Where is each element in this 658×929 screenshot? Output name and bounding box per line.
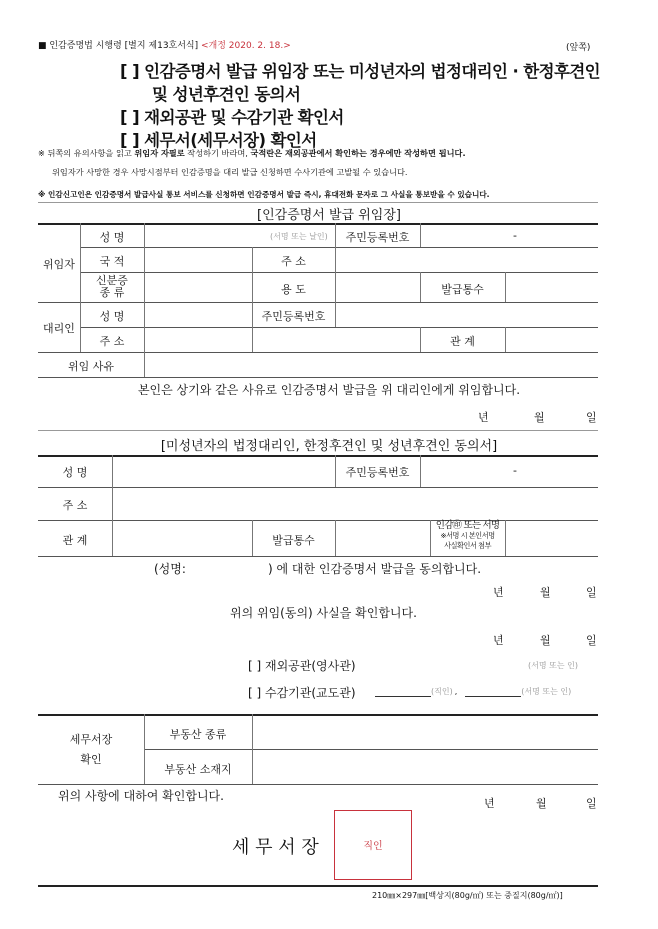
note-2: 위임자가 사망한 경우 사망시점부터 인감증명을 대리 발급 신청하면 수사기관에 고발될 수 있습니다. <box>52 167 408 177</box>
embassy-checkbox[interactable]: [ ] 재외공관(영사관) <box>248 659 356 673</box>
copies-label: 발급통수 <box>441 283 484 296</box>
prison-comma: , <box>454 687 458 696</box>
note-1-part-b: 위임자 자필로 <box>134 148 185 158</box>
s3-year: 년 <box>493 634 504 647</box>
form-ref: ■ 인감증명법 시행령 [별지 제13호서식] <box>38 41 199 51</box>
prison-title-blank <box>375 686 431 697</box>
reason-label: 위임 사유 <box>67 360 114 373</box>
s3-day: 일 <box>586 634 597 647</box>
nationality-label: 국 적 <box>99 255 125 268</box>
id-type-line-1: 신분증 <box>96 274 128 287</box>
address-label: 주 소 <box>281 255 306 268</box>
seal-or-sign-cell <box>430 521 505 551</box>
s2-month: 월 <box>540 586 551 599</box>
section1-title: [인감증명서 발급 위임장] <box>257 208 401 223</box>
prison-checkbox[interactable]: [ ] 수감기관(교도관) <box>248 686 356 700</box>
id-type-line-2: 종 류 <box>99 286 125 299</box>
s4-day: 일 <box>586 797 597 810</box>
s2-address-label: 주 소 <box>62 499 88 512</box>
prison-title-field <box>375 686 571 697</box>
seal-or-sign-label: 인감㊞ 또는 서명 <box>435 520 500 531</box>
agent-rrn-label: 주민등록번호 <box>261 310 326 323</box>
delegation-statement: 본인은 상기와 같은 사유로 인감증명서 발급을 위 대리인에게 위임합니다. <box>137 383 521 397</box>
note-1-part-a: ※ 뒤쪽의 유의사항을 읽고 <box>38 148 135 158</box>
seal-note-2: 사실확인서 첨부 <box>444 541 491 550</box>
page-side: (앞쪽) <box>566 43 591 53</box>
title-line-1: [ ] 인감증명서 발급 위임장 또는 미성년자의 법정대리인 · 한정후견인 <box>120 62 601 81</box>
consent-statement: ) 에 대한 인감증명서 발급을 동의합니다. <box>268 562 482 576</box>
title-line-3: [ ] 세무서(세무서장) 확인서 <box>120 131 317 150</box>
title-line-2: [ ] 재외공관 및 수감기관 확인서 <box>120 108 344 127</box>
tax-office-label <box>38 730 144 770</box>
agent-address-label: 주 소 <box>99 335 125 348</box>
revision-date: <개정 2020. 2. 18.> <box>201 41 291 51</box>
prison-sign-blank <box>465 686 521 697</box>
embassy-sign-hint: (서명 또는 인) <box>528 661 578 670</box>
property-type-label: 부동산 종류 <box>169 728 227 741</box>
prison-sign-hint: (서명 또는 인) <box>521 687 572 696</box>
tax-office-line-1: 세무서장 <box>69 733 113 746</box>
s2-name-label: 성 명 <box>62 466 88 479</box>
property-location-label: 부동산 소재지 <box>164 763 232 776</box>
tax-confirm-statement: 위의 사항에 대하여 확인합니다. <box>58 789 224 803</box>
agent-label: 대리인 <box>43 322 75 335</box>
title-line-1b: 및 성년후견인 동의서 <box>152 85 301 104</box>
s2-relation-label: 관 계 <box>62 534 88 547</box>
section2-title: [미성년자의 법정대리인, 한정후견인 및 성년후견인 동의서] <box>160 439 498 454</box>
s3-month: 월 <box>540 634 551 647</box>
s2-rrn-label: 주민등록번호 <box>345 466 410 479</box>
s1-month: 월 <box>534 411 545 424</box>
note-1 <box>38 148 466 159</box>
s1-year: 년 <box>478 411 489 424</box>
s1-day: 일 <box>586 411 597 424</box>
s4-year: 년 <box>484 797 495 810</box>
s2-year: 년 <box>493 586 504 599</box>
sign-hint: (서명 또는 날인) <box>270 232 328 241</box>
seal-note-1: ※서명 시 본인서명 <box>440 531 495 540</box>
official-seal-box <box>334 810 412 880</box>
paper-spec: 210㎜×297㎜[백상지(80g/㎡) 또는 중질지(80g/㎡)] <box>372 891 563 900</box>
note-1-part-d: 국적란은 재외공관에서 확인하는 경우에만 작성하면 됩니다. <box>250 148 466 158</box>
prison-title-hint: (직인) <box>431 687 453 696</box>
note-1-part-c: 작성하기 바라며, <box>184 148 251 158</box>
tax-office-head: 세 무 서 장 <box>232 837 319 858</box>
tax-office-line-2: 확인 <box>80 753 102 766</box>
id-type-label <box>80 275 144 299</box>
s2-day: 일 <box>586 586 597 599</box>
form-header <box>38 38 291 51</box>
rrn-dash: - <box>513 229 517 242</box>
delegator-label: 위임자 <box>43 258 75 271</box>
relation-label: 관 계 <box>450 335 475 348</box>
purpose-label: 용 도 <box>281 283 306 296</box>
confirm-statement: 위의 위임(동의) 사실을 확인합니다. <box>230 606 417 620</box>
s2-copies-label: 발급통수 <box>272 534 315 547</box>
s2-rrn-dash: - <box>513 464 517 477</box>
official-seal-label: 직인 <box>363 841 383 852</box>
s4-month: 월 <box>536 797 547 810</box>
agent-name-label: 성 명 <box>99 310 125 323</box>
name-label: 성 명 <box>99 231 125 244</box>
note-3: ※ 인감신고인은 인감증명서 발급사실 통보 서비스를 신청하면 인감증명서 발급 즉시, 휴대전화 문자로 그 사실을 통보받을 수 있습니다. <box>38 190 490 199</box>
rrn-label: 주민등록번호 <box>345 231 410 244</box>
consent-name-open: (성명: <box>154 562 186 576</box>
